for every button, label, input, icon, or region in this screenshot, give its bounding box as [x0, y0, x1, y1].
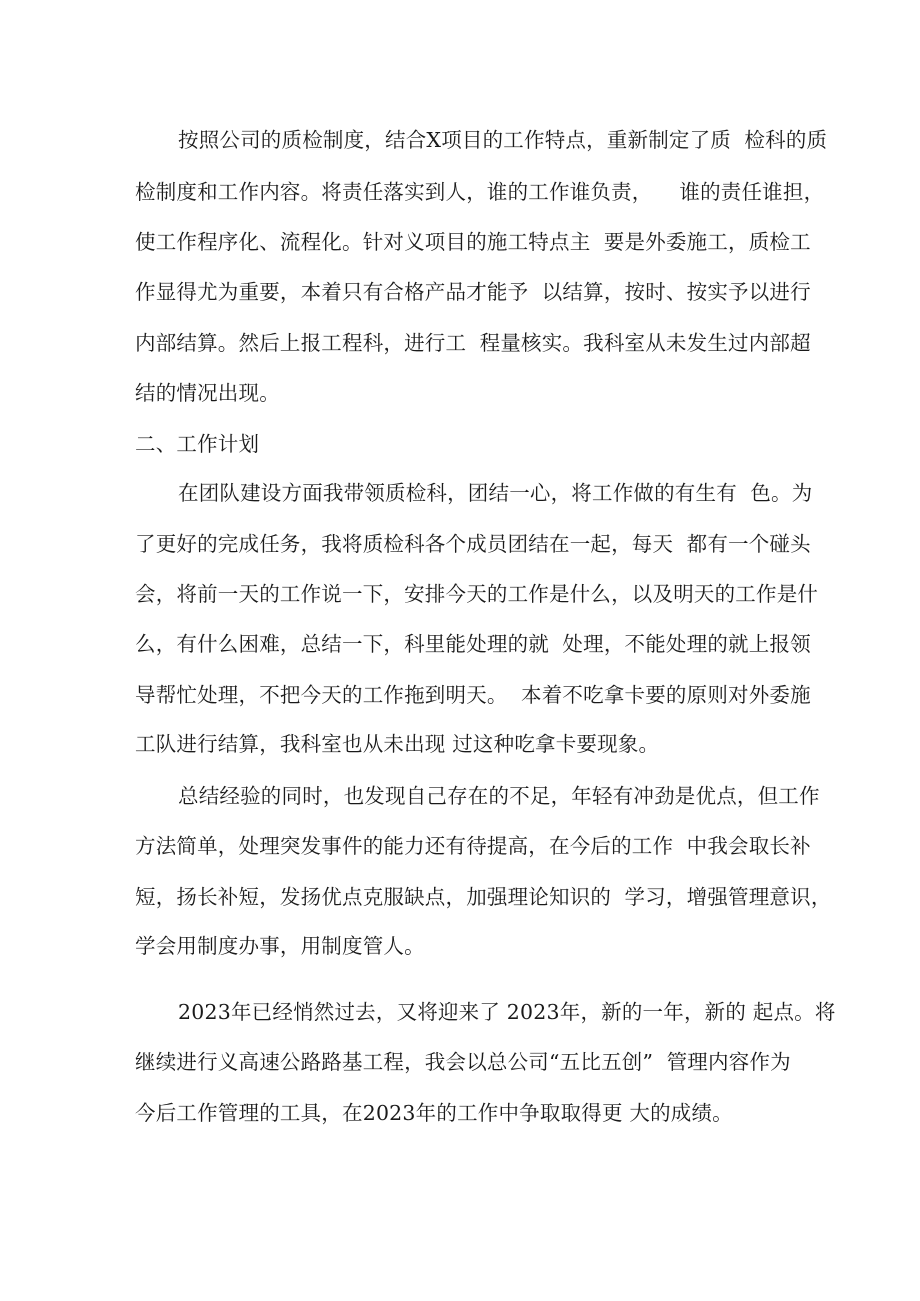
paragraph-line: 作显得尤为重要，本着只有合格产品才能予 以结算，按时、按实予以进行 [135, 280, 811, 304]
paragraph-line: 学会用制度办事，用制度管人。 [135, 934, 425, 958]
paragraph-line: 工队进行结算，我科室也从未出现 过这种吃拿卡要现象。 [135, 732, 660, 756]
paragraph-line: 继续进行义高速公路路基工程，我会以总公司“五比五创” 管理内容作为 [135, 1050, 791, 1074]
paragraph-line: 么，有什么困难，总结一下，科里能处理的就 处理，不能处理的就上报领 [135, 632, 811, 656]
section-heading: 二、工作计划 [135, 432, 260, 456]
paragraph-line: 检制度和工作内容。将责任落实到人，谁的工作谁负责， 谁的责任谁担， [135, 180, 825, 204]
paragraph-line: 了更好的完成任务，我将质检科各个成员团结在一起，每天 都有一个碰头 [135, 532, 811, 556]
paragraph-line: 2023年已经悄然过去，又将迎来了 2023年，新的一年，新的 起点。将 [178, 1000, 836, 1024]
paragraph-line: 导帮忙处理，不把今天的工作拖到明天。 本着不吃拿卡要的原则对外委施 [135, 683, 811, 707]
paragraph-line: 方法简单，处理突发事件的能力还有待提高，在今后的工作 中我会取长补 [135, 834, 811, 858]
paragraph-line: 短，扬长补短，发扬优点克服缺点，加强理论知识的 学习，增强管理意识， [135, 885, 832, 909]
paragraph-line: 会，将前一天的工作说一下，安排今天的工作是什么，以及明天的工作是什 [135, 582, 819, 606]
paragraph-line: 按照公司的质检制度，结合X项目的工作特点，重新制定了质 检科的质 [178, 128, 828, 152]
paragraph-line: 总结经验的同时，也发现自己存在的不足，年轻有冲劲是优点，但工作 [178, 784, 820, 808]
paragraph-line: 结的情况出现。 [135, 381, 280, 405]
paragraph-line: 在团队建设方面我带领质检科，团结一心，将工作做的有生有 色。为 [178, 481, 813, 505]
paragraph-line: 使工作程序化、流程化。针对义项目的施工特点主 要是外委施工，质检工 [135, 230, 811, 254]
paragraph-line: 内部结算。然后上报工程科，进行工 程量核实。我科室从未发生过内部超 [135, 331, 811, 355]
paragraph-line: 今后工作管理的工具，在2023年的工作中争取取得更 大的成绩。 [135, 1101, 733, 1125]
